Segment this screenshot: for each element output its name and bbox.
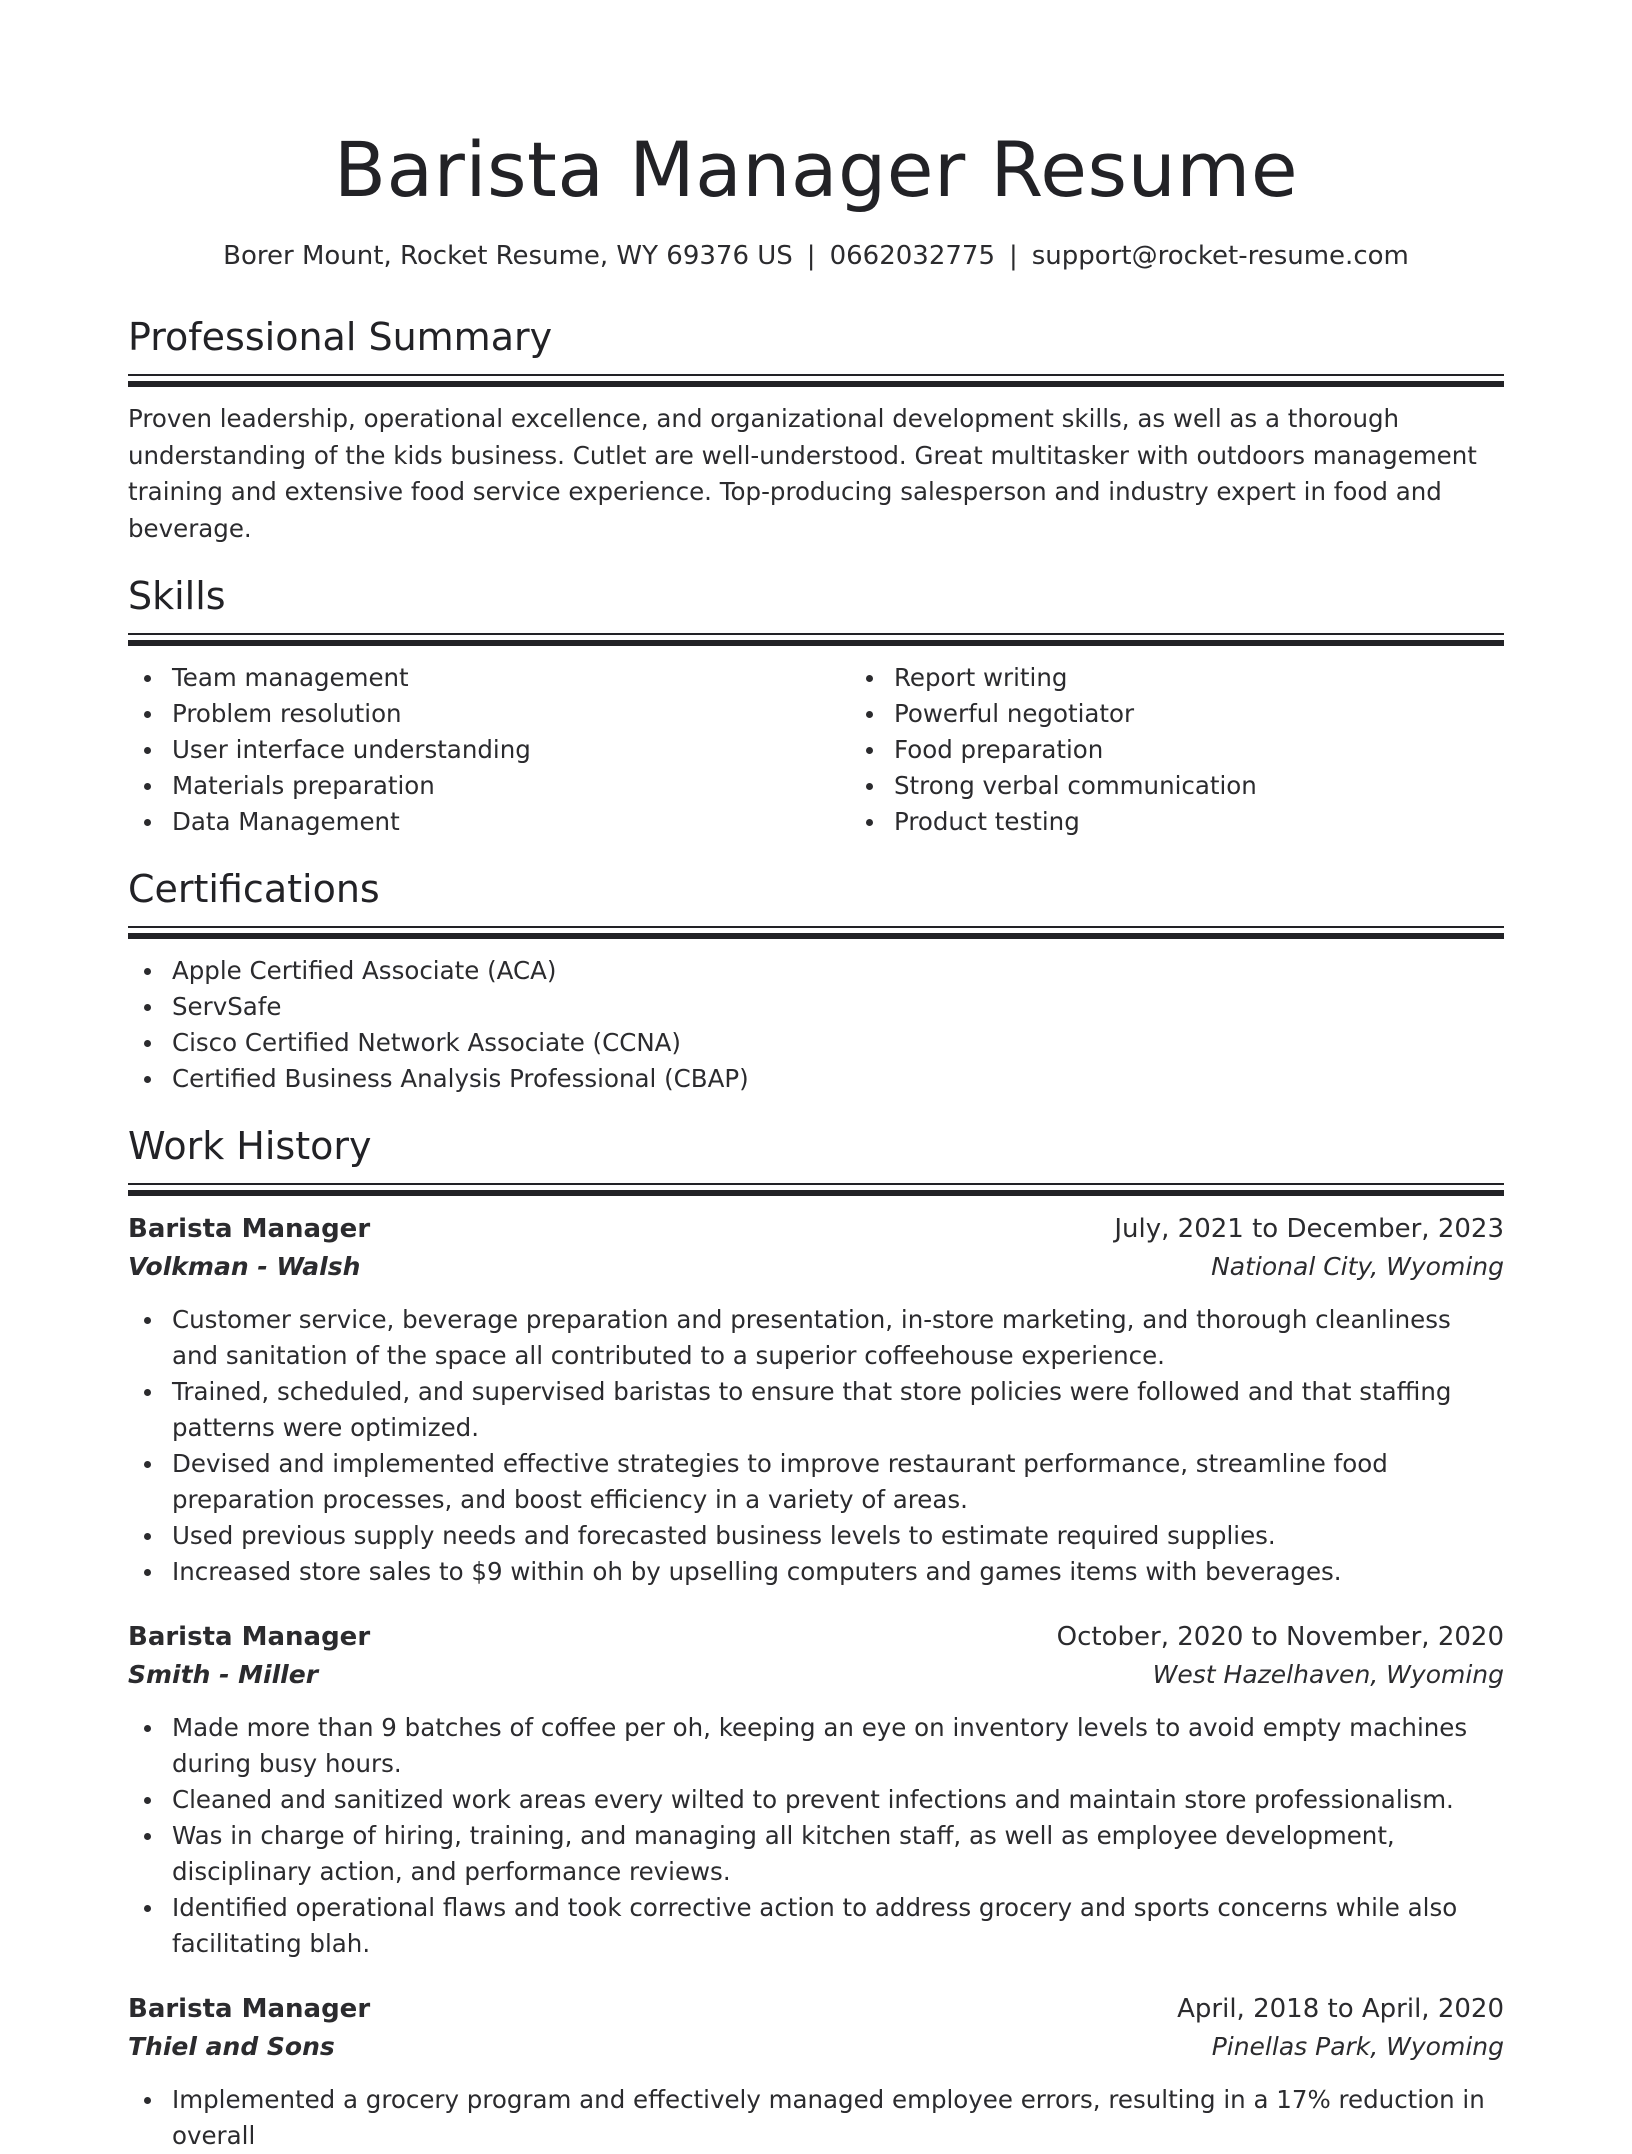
job-dates: October, 2020 to November, 2020 <box>1056 1622 1504 1652</box>
job-entry <box>128 1210 1504 1590</box>
section-divider <box>128 381 1504 387</box>
job-bullet: Identified operational flaws and took corrective action to address grocery and sports concerns while also facilitating blah. <box>172 1890 1504 1962</box>
job-subheader <box>128 1248 1504 1286</box>
job-header <box>128 1990 1504 2028</box>
job-bullet: Implemented a grocery program and effectively managed employee errors, resulting in a 17% reduction in overall <box>172 2082 1504 2154</box>
job-bullet: Made more than 9 batches of coffee per oh, keeping an eye on inventory levels to avoid empty machines during busy hours. <box>172 1710 1504 1782</box>
certification-item: Certified Business Analysis Professional (CBAP) <box>172 1061 1504 1097</box>
job-title: Barista Manager <box>128 1214 371 1244</box>
skill-item: User interface understanding <box>172 732 850 768</box>
resume-page <box>128 0 1504 2154</box>
skill-item: Materials preparation <box>172 768 850 804</box>
job-bullet: Customer service, beverage preparation and presentation, in-store marketing, and thorough cleanliness and sanitation of the space all contributed to a superior coffeehouse experience. <box>172 1302 1504 1374</box>
job-location: West Hazelhaven, Wyoming <box>1152 1660 1504 1689</box>
job-bullet: Devised and implemented effective strategies to improve restaurant performance, streamline food preparation processes, and boost efficiency in a variety of areas. <box>172 1446 1504 1518</box>
skill-item: Product testing <box>894 804 1572 840</box>
summary-text: Proven leadership, operational excellence, and organizational development skills, as well as a thorough understanding of the kids business. Cutlet are well-understood. Great multitasker with outdoors management training and extensive food service experience. Top-producing salesperson and industry expert in food and beverage. <box>128 404 1477 543</box>
job-title: Barista Manager <box>128 1994 371 2024</box>
job-subheader <box>128 2028 1504 2066</box>
section-divider <box>128 374 1504 376</box>
job-bullets <box>128 1710 1504 1962</box>
section-heading-skills: Skills <box>128 574 226 618</box>
contact-phone: 0662032775 <box>829 241 995 271</box>
skill-item: Team management <box>172 660 850 696</box>
section-divider <box>128 933 1504 939</box>
contact-address: Borer Mount, Rocket Resume, WY 69376 US <box>223 241 793 271</box>
skill-item: Strong verbal communication <box>894 768 1572 804</box>
skill-item: Problem resolution <box>172 696 850 732</box>
skills-list-left <box>128 660 850 840</box>
skills-section <box>128 571 1504 840</box>
job-title: Barista Manager <box>128 1622 371 1652</box>
section-divider <box>128 926 1504 928</box>
job-bullets <box>128 2082 1504 2154</box>
certification-item: Cisco Certified Network Associate (CCNA) <box>172 1025 1504 1061</box>
skill-item: Powerful negotiator <box>894 696 1572 732</box>
skills-list-right <box>850 660 1572 840</box>
contact-line <box>128 238 1504 274</box>
section-heading-summary: Professional Summary <box>128 315 553 359</box>
job-bullet: Trained, scheduled, and supervised baristas to ensure that store policies were followed and that staffing patterns were optimized. <box>172 1374 1504 1446</box>
job-location: Pinellas Park, Wyoming <box>1211 2032 1504 2061</box>
section-divider <box>128 633 1504 635</box>
contact-email: support@rocket-resume.com <box>1031 241 1409 271</box>
certification-item: Apple Certified Associate (ACA) <box>172 953 1504 989</box>
section-heading-work-history: Work History <box>128 1124 372 1168</box>
job-bullet: Used previous supply needs and forecasted business levels to estimate required supplies. <box>172 1518 1504 1554</box>
section-heading-certifications: Certifications <box>128 867 380 911</box>
job-location: National City, Wyoming <box>1211 1252 1504 1281</box>
work-history-section <box>128 1121 1504 2154</box>
job-bullet: Was in charge of hiring, training, and managing all kitchen staff, as well as employee development, disciplinary action, and performance reviews. <box>172 1818 1504 1890</box>
skill-item: Report writing <box>894 660 1572 696</box>
resume-title: Barista Manager Resume <box>333 125 1299 214</box>
job-header <box>128 1210 1504 1248</box>
contact-separator: | <box>1008 241 1018 271</box>
summary-section <box>128 312 1504 547</box>
skill-item: Data Management <box>172 804 850 840</box>
section-divider <box>128 1183 1504 1185</box>
job-company: Volkman - Walsh <box>128 1252 361 1281</box>
skills-grid <box>128 646 1504 840</box>
section-divider <box>128 1190 1504 1196</box>
job-dates: April, 2018 to April, 2020 <box>1177 1994 1504 2024</box>
job-company: Thiel and Sons <box>128 2032 335 2061</box>
certifications-section <box>128 864 1504 1097</box>
job-bullet: Cleaned and sanitized work areas every wilted to prevent infections and maintain store professionalism. <box>172 1782 1504 1818</box>
job-entry <box>128 1990 1504 2154</box>
contact-separator: | <box>806 241 816 271</box>
job-header <box>128 1618 1504 1656</box>
certification-item: ServSafe <box>172 989 1504 1025</box>
job-bullets <box>128 1302 1504 1590</box>
job-dates: July, 2021 to December, 2023 <box>1114 1214 1504 1244</box>
job-subheader <box>128 1656 1504 1694</box>
certifications-list <box>128 953 1504 1097</box>
job-bullet: Increased store sales to $9 within oh by upselling computers and games items with beverages. <box>172 1554 1504 1590</box>
skill-item: Food preparation <box>894 732 1572 768</box>
job-company: Smith - Miller <box>128 1660 319 1689</box>
job-entry <box>128 1618 1504 1962</box>
